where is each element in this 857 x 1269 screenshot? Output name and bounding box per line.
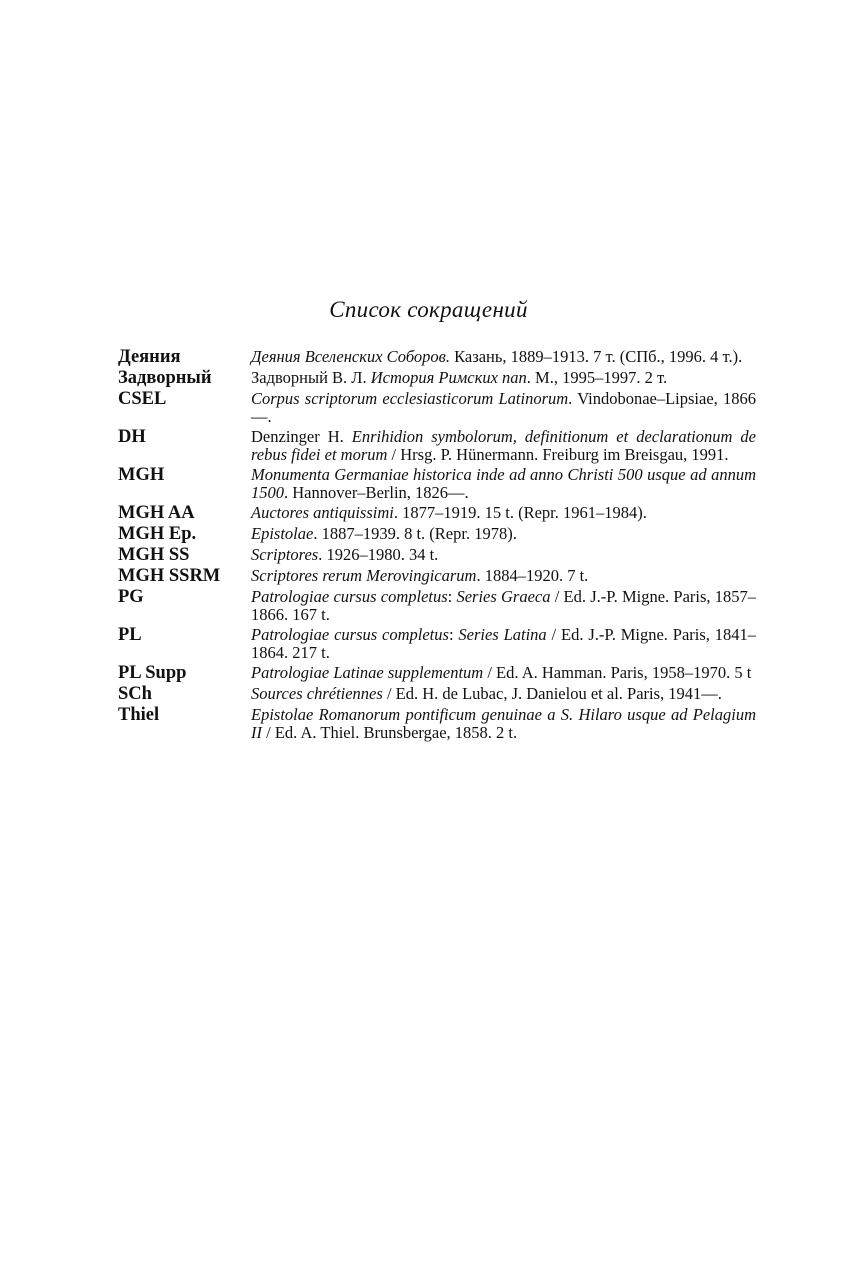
definition-text: / Ed. H. de Lubac, J. Danielou et al. Paris, 1941—. [382,684,722,703]
abbreviation-definition [251,466,756,502]
abbreviation-term: PG [118,587,144,607]
abbreviation-definition [251,428,756,464]
abbreviation-definition [251,664,756,683]
definition-title-text: Scriptores [251,545,319,564]
abbreviation-entry [118,664,756,683]
definition-text: . 1926–1980. 34 t. [318,545,439,564]
abbreviation-term: CSEL [118,389,167,409]
definition-text: . М., 1995–1997. 2 т. [526,368,668,387]
abbreviation-definition [251,706,756,742]
abbreviation-entry [118,567,756,586]
abbreviation-definition [251,369,756,388]
abbreviation-definition [251,546,756,565]
definition-text: / Ed. A. Hamman. Paris, 1958–1970. 5 t [483,663,752,682]
page-title: Список сокращений [329,297,528,322]
definition-title-text: Epistolae Romanorum pontificum genuinae a S. Hilaro usque ad Pelagium II [251,705,756,742]
abbreviation-entry [118,369,756,388]
definition-text: . Vindobonae–Lipsiae, 1866—. [251,389,756,426]
abbreviation-term: MGH AA [118,503,195,523]
abbreviation-definition [251,348,756,367]
definition-title-text: Auctores antiquissimi [251,503,394,522]
definition-text: . 1887–1939. 8 t. (Repr. 1978). [313,524,517,543]
abbreviation-definition [251,588,756,624]
abbreviation-term: MGH SSRM [118,566,221,586]
definition-title-text: Monumenta Germaniae historica inde ad anno Christi 500 usque ad annum 1500 [251,465,756,502]
definition-text: . 1877–1919. 15 t. (Repr. 1961–1984). [393,503,647,522]
abbreviation-definition [251,567,756,586]
abbreviation-entry [118,626,756,662]
definition-title-text: Series Graeca [456,587,551,606]
abbreviation-definition [251,504,756,523]
abbreviation-entry [118,685,756,704]
definition-title-text: История Римских пап [370,368,527,387]
abbreviation-definition [251,390,756,426]
abbreviation-definition [251,626,756,662]
definition-title-text: Patrologiae cursus completus [251,625,449,644]
definition-title-text: Scriptores rerum Merovingicarum [251,566,477,585]
abbreviation-term: DH [118,427,146,447]
definition-text: : [448,625,459,644]
abbreviation-entry [118,525,756,544]
definition-title-text: Деяния Вселенских Соборов. [251,347,450,366]
abbreviation-term: Деяния [118,347,181,367]
definition-text: . 1884–1920. 7 t. [476,566,589,585]
abbreviation-term: MGH Ep. [118,524,197,544]
abbreviation-term: MGH SS [118,545,190,565]
definition-text: . Hannover–Berlin, 1826—. [284,483,469,502]
definition-title-text: Epistolae [251,524,314,543]
abbreviation-definition [251,685,756,704]
definition-title-text: Patrologiae Latinae supplementum [251,663,484,682]
definition-text: Казань, 1889–1913. 7 т. (СПб., 1996. 4 т.). [449,347,743,366]
abbreviation-list [118,348,756,744]
abbreviation-entry [118,390,756,426]
definition-title-text: Enrihidion symbolorum, definitionum et declarationum de rebus fidei et morum [251,427,756,464]
abbreviation-term: Thiel [118,705,160,725]
definition-title-text: Corpus scriptorum ecclesiasticorum Latinorum [251,389,569,408]
abbreviation-term: SCh [118,684,152,704]
definition-text: / Ed. A. Thiel. Brunsbergae, 1858. 2 t. [262,723,518,742]
abbreviation-term: PL Supp [118,663,187,683]
definition-title-text: Sources chrétiennes [251,684,383,703]
abbreviation-entry [118,706,756,742]
definition-text: / Hrsg. P. Hünermann. Freiburg im Breisgau, 1991. [387,445,729,464]
abbreviation-term: MGH [118,465,165,485]
abbreviation-entry [118,504,756,523]
abbreviation-entry [118,466,756,502]
definition-text: Задворный В. Л. [251,368,371,387]
definition-text: : [447,587,457,606]
abbreviation-entry [118,588,756,624]
abbreviation-entry [118,348,756,367]
abbreviation-entry [118,546,756,565]
definition-text: / Ed. J.-P. Migne. Paris, 1841–1864. 217 t. [251,625,757,662]
abbreviation-entry [118,428,756,464]
abbreviation-term: Задворный [118,368,212,388]
definition-title-text: Series Latina [458,625,547,644]
definition-title-text: Patrologiae cursus completus [251,587,448,606]
definition-text: Denzinger H. [251,427,352,446]
abbreviation-definition [251,525,756,544]
abbreviation-term: PL [118,625,142,645]
definition-text: / Ed. J.-P. Migne. Paris, 1857–1866. 167 t. [251,587,756,624]
